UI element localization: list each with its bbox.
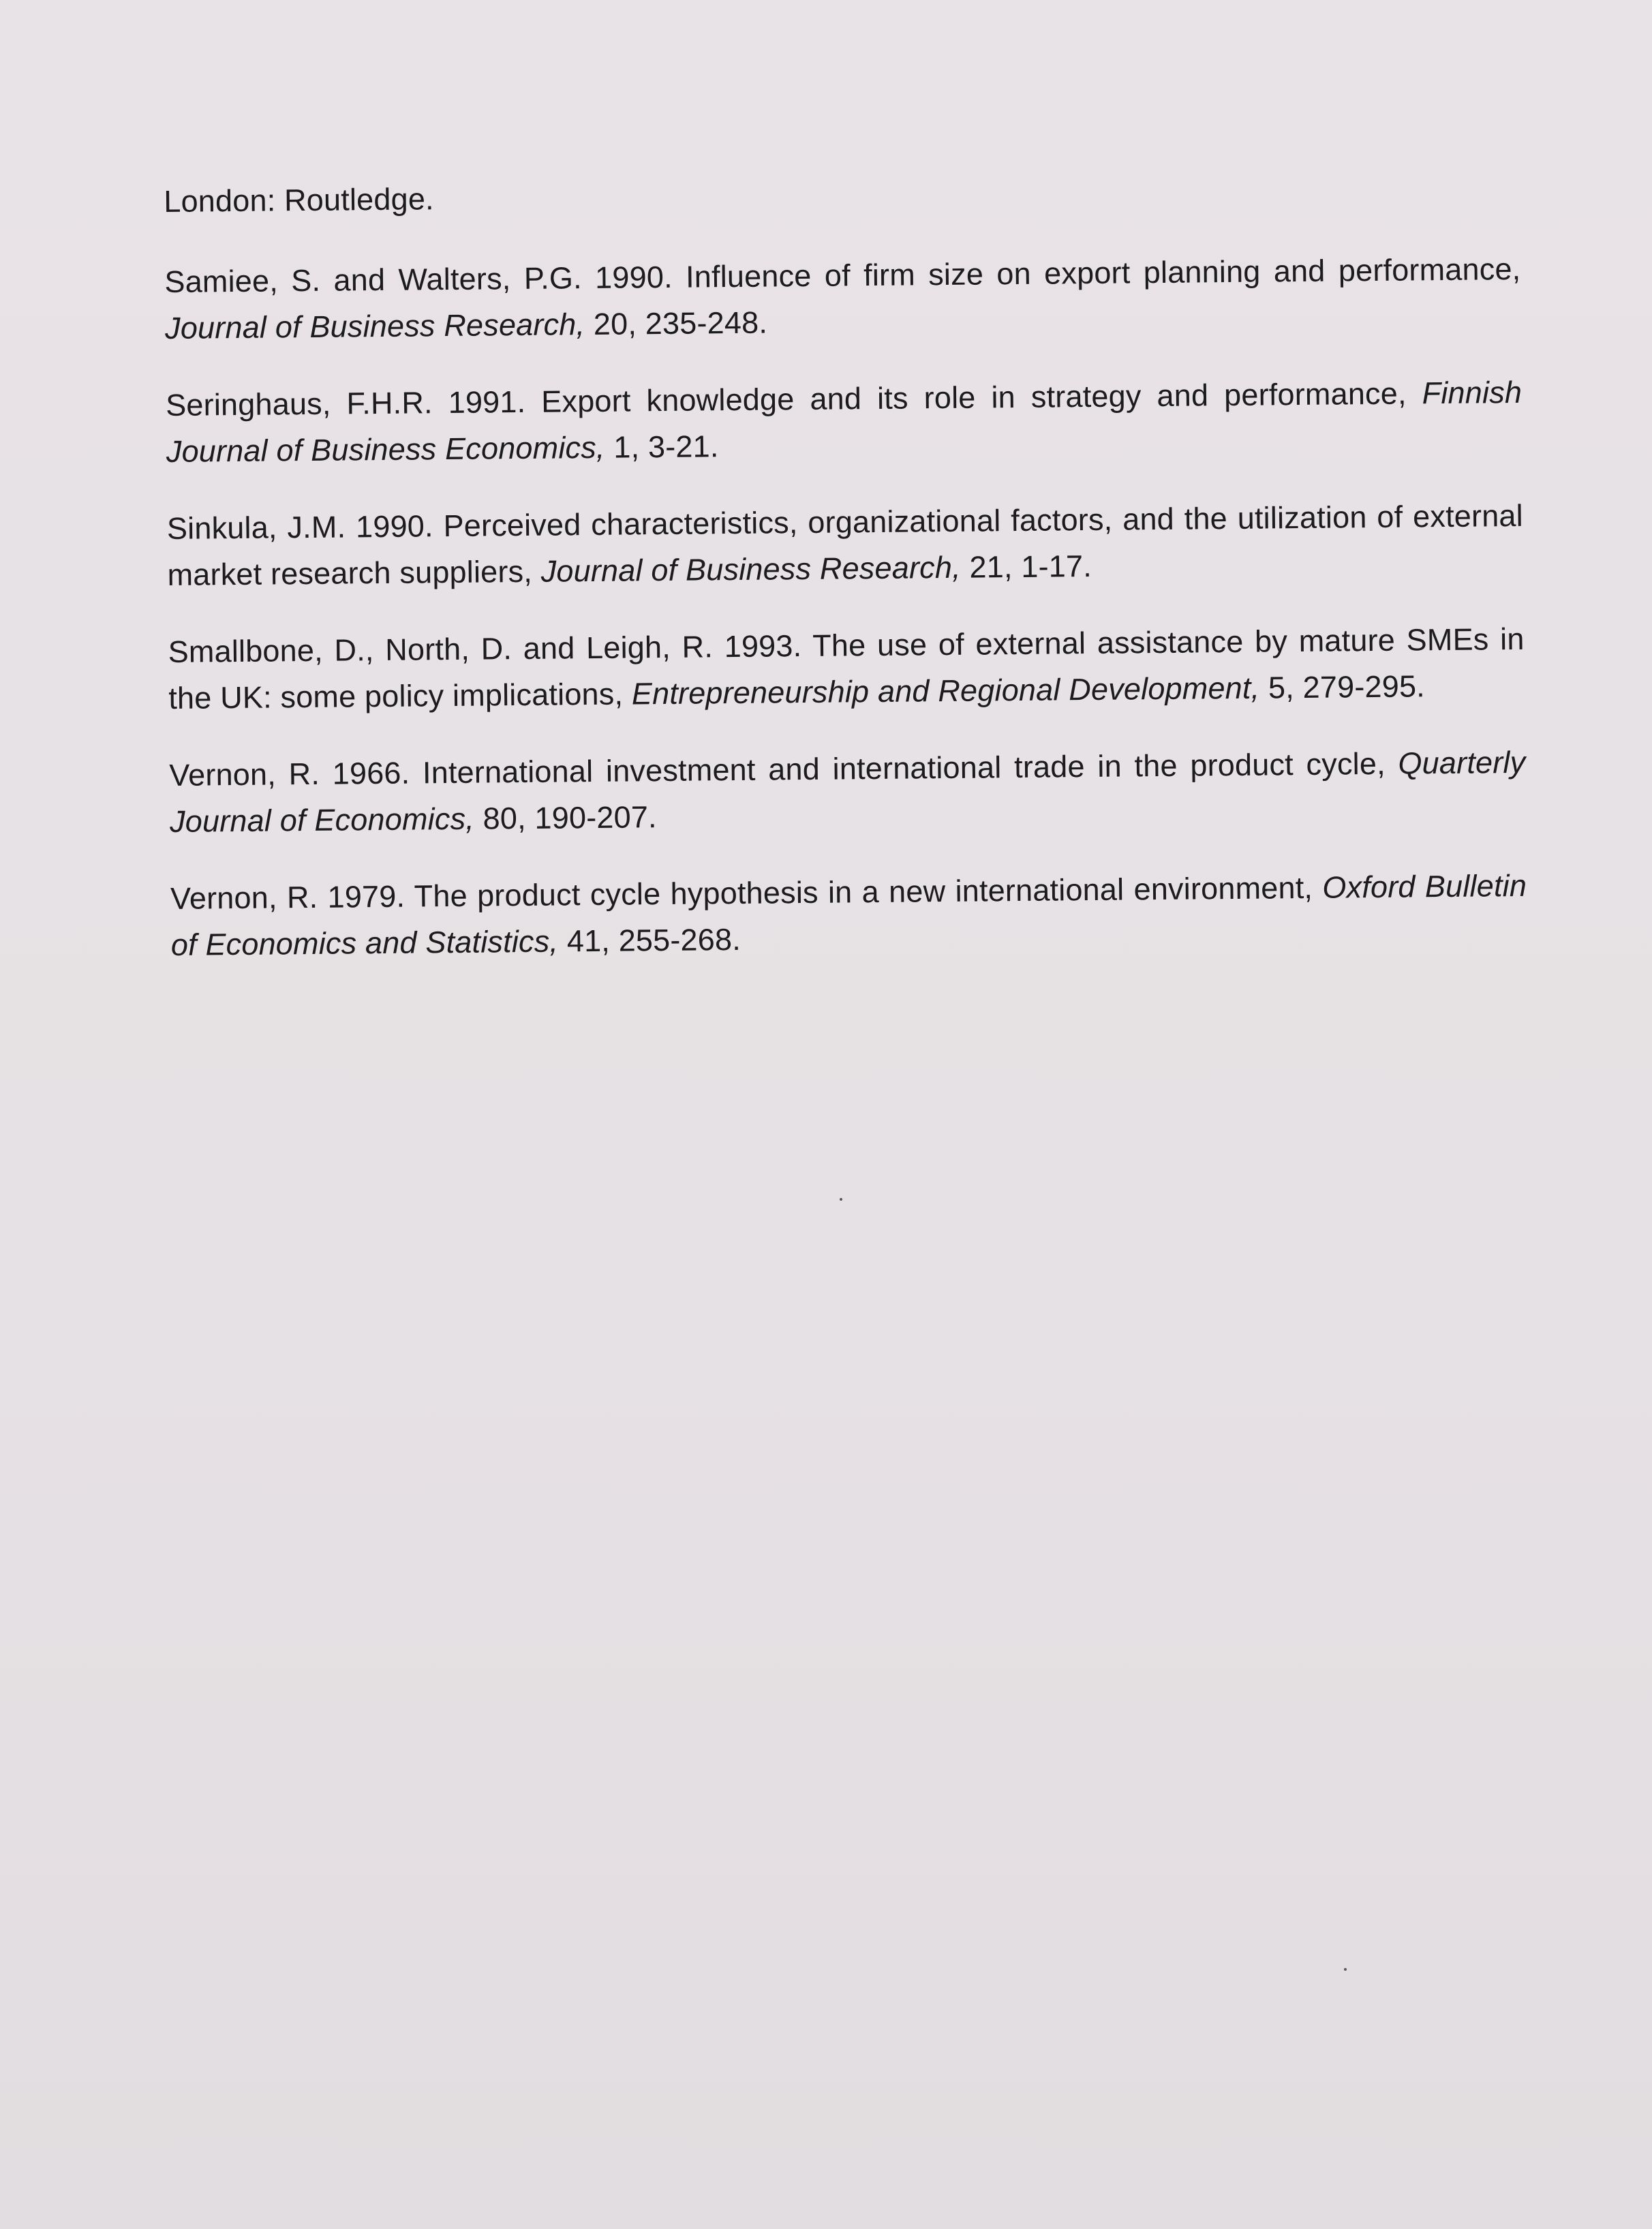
- reference-text: Smallbone, D., North, D. and Leigh, R. 1993. The use of external assistance by mature SMEs in the UK: some policy implications,: [168, 621, 1525, 716]
- reference-text: Samiee, S. and Walters, P.G. 1990. Influence of firm size on export planning and performance,: [164, 251, 1521, 299]
- reference-journal: Oxford Bulletin of Economics and Statistics,: [170, 867, 1527, 962]
- reference-entry: [166, 369, 1523, 475]
- reference-text: Vernon, R. 1966. International investment and international trade in the product cycle,: [169, 745, 1398, 793]
- reference-entry: [169, 739, 1526, 845]
- paper-speck: [1344, 1968, 1347, 1971]
- reference-volume: 1, 3-21.: [605, 429, 719, 465]
- reference-journal: Entrepreneurship and Regional Development,: [631, 670, 1260, 711]
- reference-journal: Finnish Journal of Business Economics,: [166, 374, 1523, 469]
- reference-text: Vernon, R. 1979. The product cycle hypothesis in a new international environment,: [170, 870, 1323, 916]
- reference-journal: Journal of Business Research,: [164, 307, 585, 345]
- reference-list: [164, 166, 1527, 999]
- reference-text: London: Routledge.: [164, 181, 434, 219]
- reference-volume: 5, 279-295.: [1259, 668, 1426, 705]
- reference-volume: 80, 190-207.: [474, 799, 657, 836]
- reference-volume: 20, 235-248.: [584, 305, 768, 342]
- reference-entry: [168, 616, 1525, 722]
- reference-entry: [164, 166, 1520, 225]
- reference-entry: [164, 246, 1521, 352]
- reference-journal: Journal of Business Research,: [540, 549, 962, 589]
- reference-text: Seringhaus, F.H.R. 1991. Export knowledge and its role in strategy and performance,: [165, 375, 1422, 422]
- paper-speck: [840, 1198, 842, 1201]
- reference-entry: [167, 493, 1524, 598]
- reference-entry: [170, 863, 1527, 968]
- reference-text: Sinkula, J.M. 1990. Perceived characteristics, organizational factors, and the utilization of external market research suppliers,: [166, 497, 1524, 592]
- reference-volume: 41, 255-268.: [557, 921, 741, 959]
- reference-volume: 21, 1-17.: [960, 548, 1092, 585]
- reference-journal: Quarterly Journal of Economics,: [169, 744, 1526, 839]
